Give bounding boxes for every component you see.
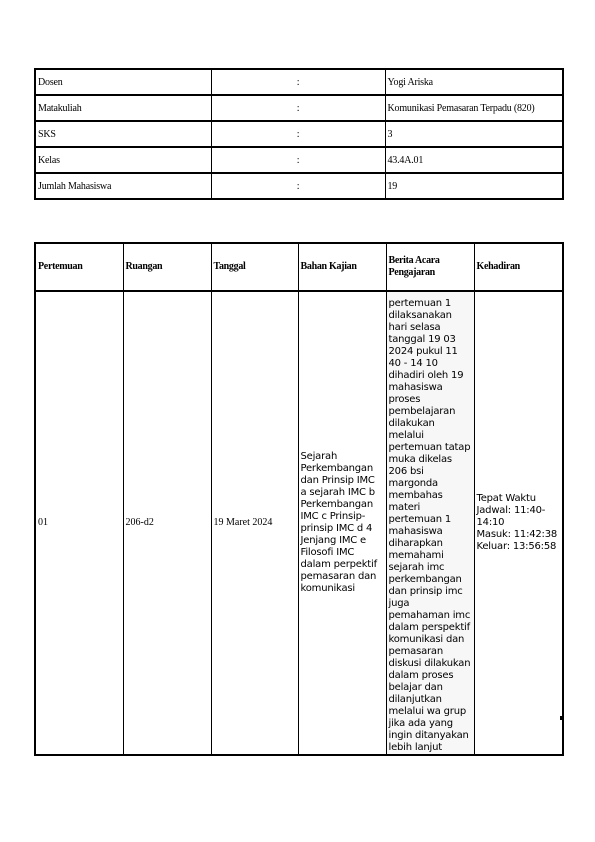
schedule-header-row: [35, 243, 563, 291]
cell-ruangan: 206-d2: [123, 291, 211, 755]
info-value: 43.4A.01: [385, 147, 563, 173]
header-kehadiran: Kehadiran: [474, 243, 563, 291]
cell-bahan-kajian: Sejarah Perkembangan dan Prinsip IMC a sejarah IMC b Perkembangan IMC c Prinsip-prinsip IMC d 4 Jenjang IMC e Filosofi IMC dalam perpektif pemasaran dan komunikasi: [298, 291, 386, 755]
table-continuation: [34, 716, 562, 720]
course-info-table: [34, 68, 564, 200]
info-separator: :: [211, 95, 385, 121]
header-bahan-kajian: Bahan Kajian: [298, 243, 386, 291]
kehadiran-masuk: Masuk: 11:42:38: [476, 529, 558, 540]
info-separator: :: [211, 121, 385, 147]
info-label: Kelas: [35, 147, 211, 173]
info-label: Dosen: [35, 69, 211, 95]
cell-berita-acara: pertemuan 1 dilaksanakan hari selasa tanggal 19 03 2024 pukul 11 40 - 14 10 dihadiri oleh 19 mahasiswa proses pembelajaran dilakukan melalui pertemuan tatap muka dikelas 206 bsi margonda membahas materi pertemuan 1 mahasiswa diharapkan memahami sejarah imc perkembangan dan prinsip imc juga pemahaman imc dalam perspektif komunikasi dan pemasaran diskusi dilakukan dalam proses belajar dan dilanjutkan melalui wa grup jika ada yang ingin ditanyakan lebih lanjut: [386, 291, 474, 755]
kehadiran-keluar: Keluar: 13:56:58: [476, 541, 557, 552]
info-label: Matakuliah: [35, 95, 211, 121]
info-value: Yogi Ariska: [385, 69, 563, 95]
kehadiran-status: Tepat Waktu: [476, 493, 536, 504]
header-pertemuan: Pertemuan: [35, 243, 123, 291]
cell-kehadiran: [474, 291, 563, 755]
info-label: SKS: [35, 121, 211, 147]
meeting-schedule-table: [34, 242, 564, 756]
info-separator: :: [211, 69, 385, 95]
header-berita-acara: Berita Acara Pengajaran: [386, 243, 474, 291]
header-tanggal: Tanggal: [211, 243, 298, 291]
info-value: 19: [385, 173, 563, 199]
info-row-sks: [35, 121, 563, 147]
info-row-matakuliah: [35, 95, 563, 121]
info-label: Jumlah Mahasiswa: [35, 173, 211, 199]
kehadiran-jadwal: Jadwal: 11:40-14:10: [476, 505, 546, 528]
info-value: Komunikasi Pemasaran Terpadu (820): [385, 95, 563, 121]
info-separator: :: [211, 147, 385, 173]
info-separator: :: [211, 173, 385, 199]
info-row-kelas: [35, 147, 563, 173]
info-row-dosen: [35, 69, 563, 95]
table-row: [35, 291, 563, 755]
info-value: 3: [385, 121, 563, 147]
info-row-jumlah-mahasiswa: [35, 173, 563, 199]
cell-tanggal: 19 Maret 2024: [211, 291, 298, 755]
cell-pertemuan: 01: [35, 291, 123, 755]
header-ruangan: Ruangan: [123, 243, 211, 291]
